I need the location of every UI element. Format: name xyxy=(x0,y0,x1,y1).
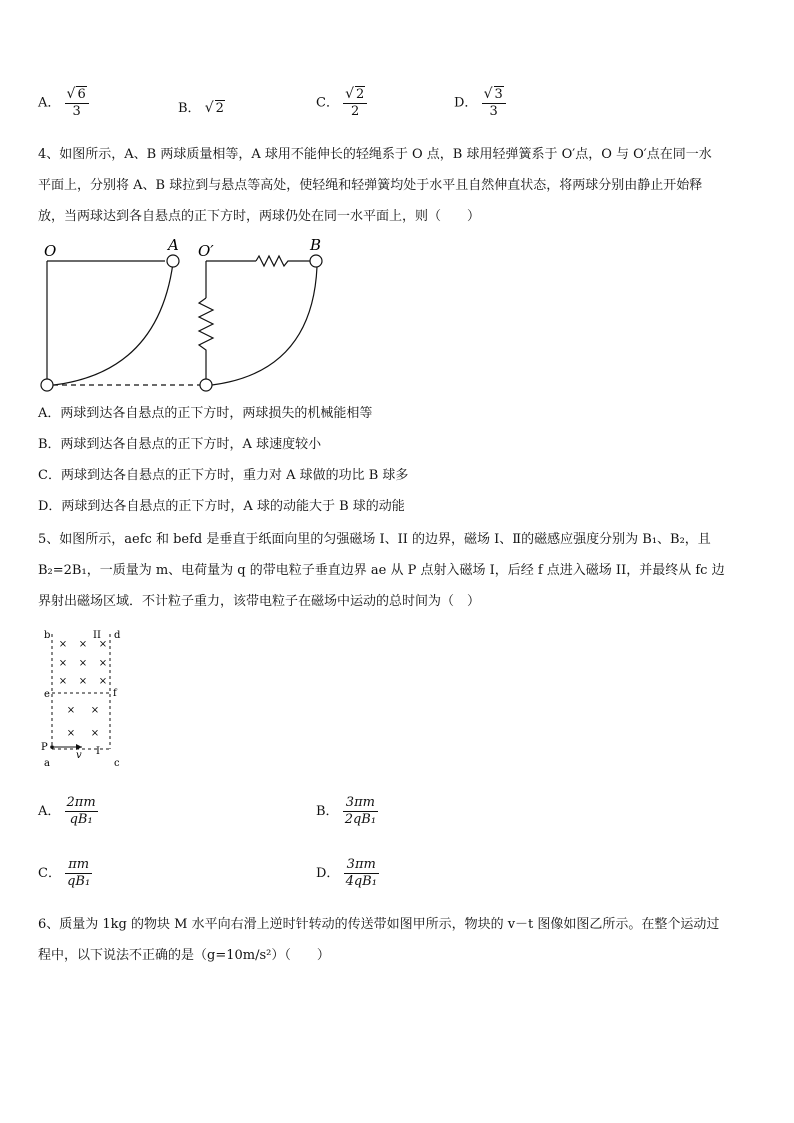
q3-option-b xyxy=(178,97,225,116)
label-a: a xyxy=(44,758,50,769)
label-p: P xyxy=(41,742,48,753)
denominator: qB₁ xyxy=(67,874,91,889)
ball-b-bottom-icon xyxy=(200,379,212,391)
q3-option-a xyxy=(38,86,89,120)
label-b: b xyxy=(44,630,51,641)
denominator: qB₁ xyxy=(69,812,93,827)
q5-stem-line3: 界射出磁场区域．不计粒子重力，该带电粒子在磁场中运动的总时间为（ ） xyxy=(38,594,481,609)
q6-stem-line1: 6、质量为 1kg 的物块 M 水平向右滑上逆时针转动的传送带如图甲所示，物块的 v－t 图像如图乙所示。在整个运动过 xyxy=(38,917,720,932)
denominator: 3 xyxy=(489,104,498,119)
label-b: B xyxy=(310,236,322,254)
sqrt-symbol: √ xyxy=(345,86,355,102)
cross-icon: × xyxy=(90,728,100,739)
q4-option-c: C．两球到达各自悬点的正下方时，重力对 A 球做的功比 B 球多 xyxy=(38,468,409,483)
denominator: 2 xyxy=(351,104,360,119)
q4-stem-line3: 放，当两球达到各自悬点的正下方时，两球仍处在同一水平面上，则（ ） xyxy=(38,209,481,224)
cross-icon: × xyxy=(98,676,108,687)
cross-icon: × xyxy=(98,639,108,650)
ball-a-icon xyxy=(167,255,179,267)
cross-icon: × xyxy=(98,658,108,669)
ball-a-bottom-icon xyxy=(41,379,53,391)
q5-option-b xyxy=(316,795,378,828)
spring-vertical-icon xyxy=(199,298,213,379)
label-c: c xyxy=(114,758,120,769)
q6-stem-line2: 程中，以下说法不正确的是（g=10m/s²）（ ） xyxy=(38,948,330,963)
cross-icon: × xyxy=(78,676,88,687)
q4-stem-line2: 平面上，分别将 A、B 球拉到与悬点等高处，使轻绳和轻弹簧均处于水平且自然伸直状态，将两球分别由静止开始释 xyxy=(38,178,703,193)
radicand: 2 xyxy=(356,87,365,102)
q4-option-b: B．两球到达各自悬点的正下方时，A 球速度较小 xyxy=(38,437,322,452)
cross-icon: × xyxy=(58,639,68,650)
label-region-i: I xyxy=(96,746,100,757)
q3-option-c xyxy=(316,86,367,120)
point-p-icon xyxy=(50,745,54,749)
label-e: e xyxy=(44,689,50,700)
q4-figure xyxy=(30,232,340,397)
q3-option-d xyxy=(454,86,506,120)
option-label: B． xyxy=(178,101,201,116)
ball-b-path xyxy=(212,267,317,385)
q5-stem-line1: 5、如图所示，aefc 和 befd 是垂直于纸面向里的匀强磁场 I、II 的边界，磁场 I、Ⅱ的磁感应强度分别为 B₁、B₂，且 xyxy=(38,532,711,547)
q5-option-c xyxy=(38,857,92,890)
label-v: v xyxy=(76,750,82,761)
label-o: O xyxy=(44,242,57,260)
option-label: C． xyxy=(38,866,61,881)
option-label: C． xyxy=(316,95,339,111)
cross-icon: × xyxy=(90,705,100,716)
fraction xyxy=(65,857,92,890)
option-label: D． xyxy=(454,95,478,111)
label-d: d xyxy=(114,630,121,641)
ball-b-icon xyxy=(310,255,322,267)
cross-icon: × xyxy=(66,705,76,716)
option-label: A． xyxy=(38,95,61,111)
fraction xyxy=(65,795,98,828)
fraction xyxy=(65,86,89,120)
radicand: 6 xyxy=(77,87,86,102)
field-ii-crosses xyxy=(59,639,107,687)
fraction xyxy=(344,857,379,890)
q5-option-d xyxy=(316,857,379,890)
q5-option-a xyxy=(38,795,98,828)
fraction xyxy=(482,86,506,120)
q5-stem-line2: B₂=2B₁，一质量为 m、电荷量为 q 的带电粒子垂直边界 ae 从 P 点射入磁场 I，后经 f 点进入磁场 II，并最终从 fc 边 xyxy=(38,563,725,578)
q4-option-d: D．两球到达各自悬点的正下方时，A 球的动能大于 B 球的动能 xyxy=(38,499,405,514)
radicand: 3 xyxy=(494,87,503,102)
numerator: 3πm xyxy=(343,795,378,812)
cross-icon: × xyxy=(58,658,68,669)
label-region-ii: II xyxy=(93,630,101,641)
numerator: 3πm xyxy=(344,857,379,874)
cross-icon: × xyxy=(66,728,76,739)
q5-figure xyxy=(38,626,138,771)
option-label: B． xyxy=(316,804,339,819)
cross-icon: × xyxy=(78,658,88,669)
label-f: f xyxy=(113,688,117,699)
fraction xyxy=(343,86,367,120)
radicand: 2 xyxy=(215,101,224,116)
spring-horizontal-icon xyxy=(256,256,310,266)
option-label: D． xyxy=(316,866,340,881)
sqrt-symbol: √ xyxy=(66,86,76,102)
option-label: A． xyxy=(38,804,61,819)
q4-option-a: A．两球到达各自悬点的正下方时，两球损失的机械能相等 xyxy=(38,406,373,421)
cross-icon: × xyxy=(58,676,68,687)
cross-icon: × xyxy=(78,639,88,650)
field-i-crosses xyxy=(67,705,99,739)
fraction xyxy=(343,795,378,828)
sqrt-symbol: √ xyxy=(483,86,493,102)
ball-a-path xyxy=(54,263,173,385)
denominator: 4qB₁ xyxy=(345,874,377,889)
sqrt-symbol: √ xyxy=(204,100,214,116)
label-a: A xyxy=(168,236,179,254)
label-o-prime: O′ xyxy=(198,242,214,260)
denominator: 2qB₁ xyxy=(344,812,377,827)
numerator: πm xyxy=(65,857,92,874)
denominator: 3 xyxy=(72,104,81,119)
numerator: 2πm xyxy=(66,795,96,810)
q4-stem-line1: 4、如图所示，A、B 两球质量相等，A 球用不能伸长的轻绳系于 O 点，B 球用轻弹簧系于 O′点，O 与 O′点在同一水 xyxy=(38,147,712,162)
